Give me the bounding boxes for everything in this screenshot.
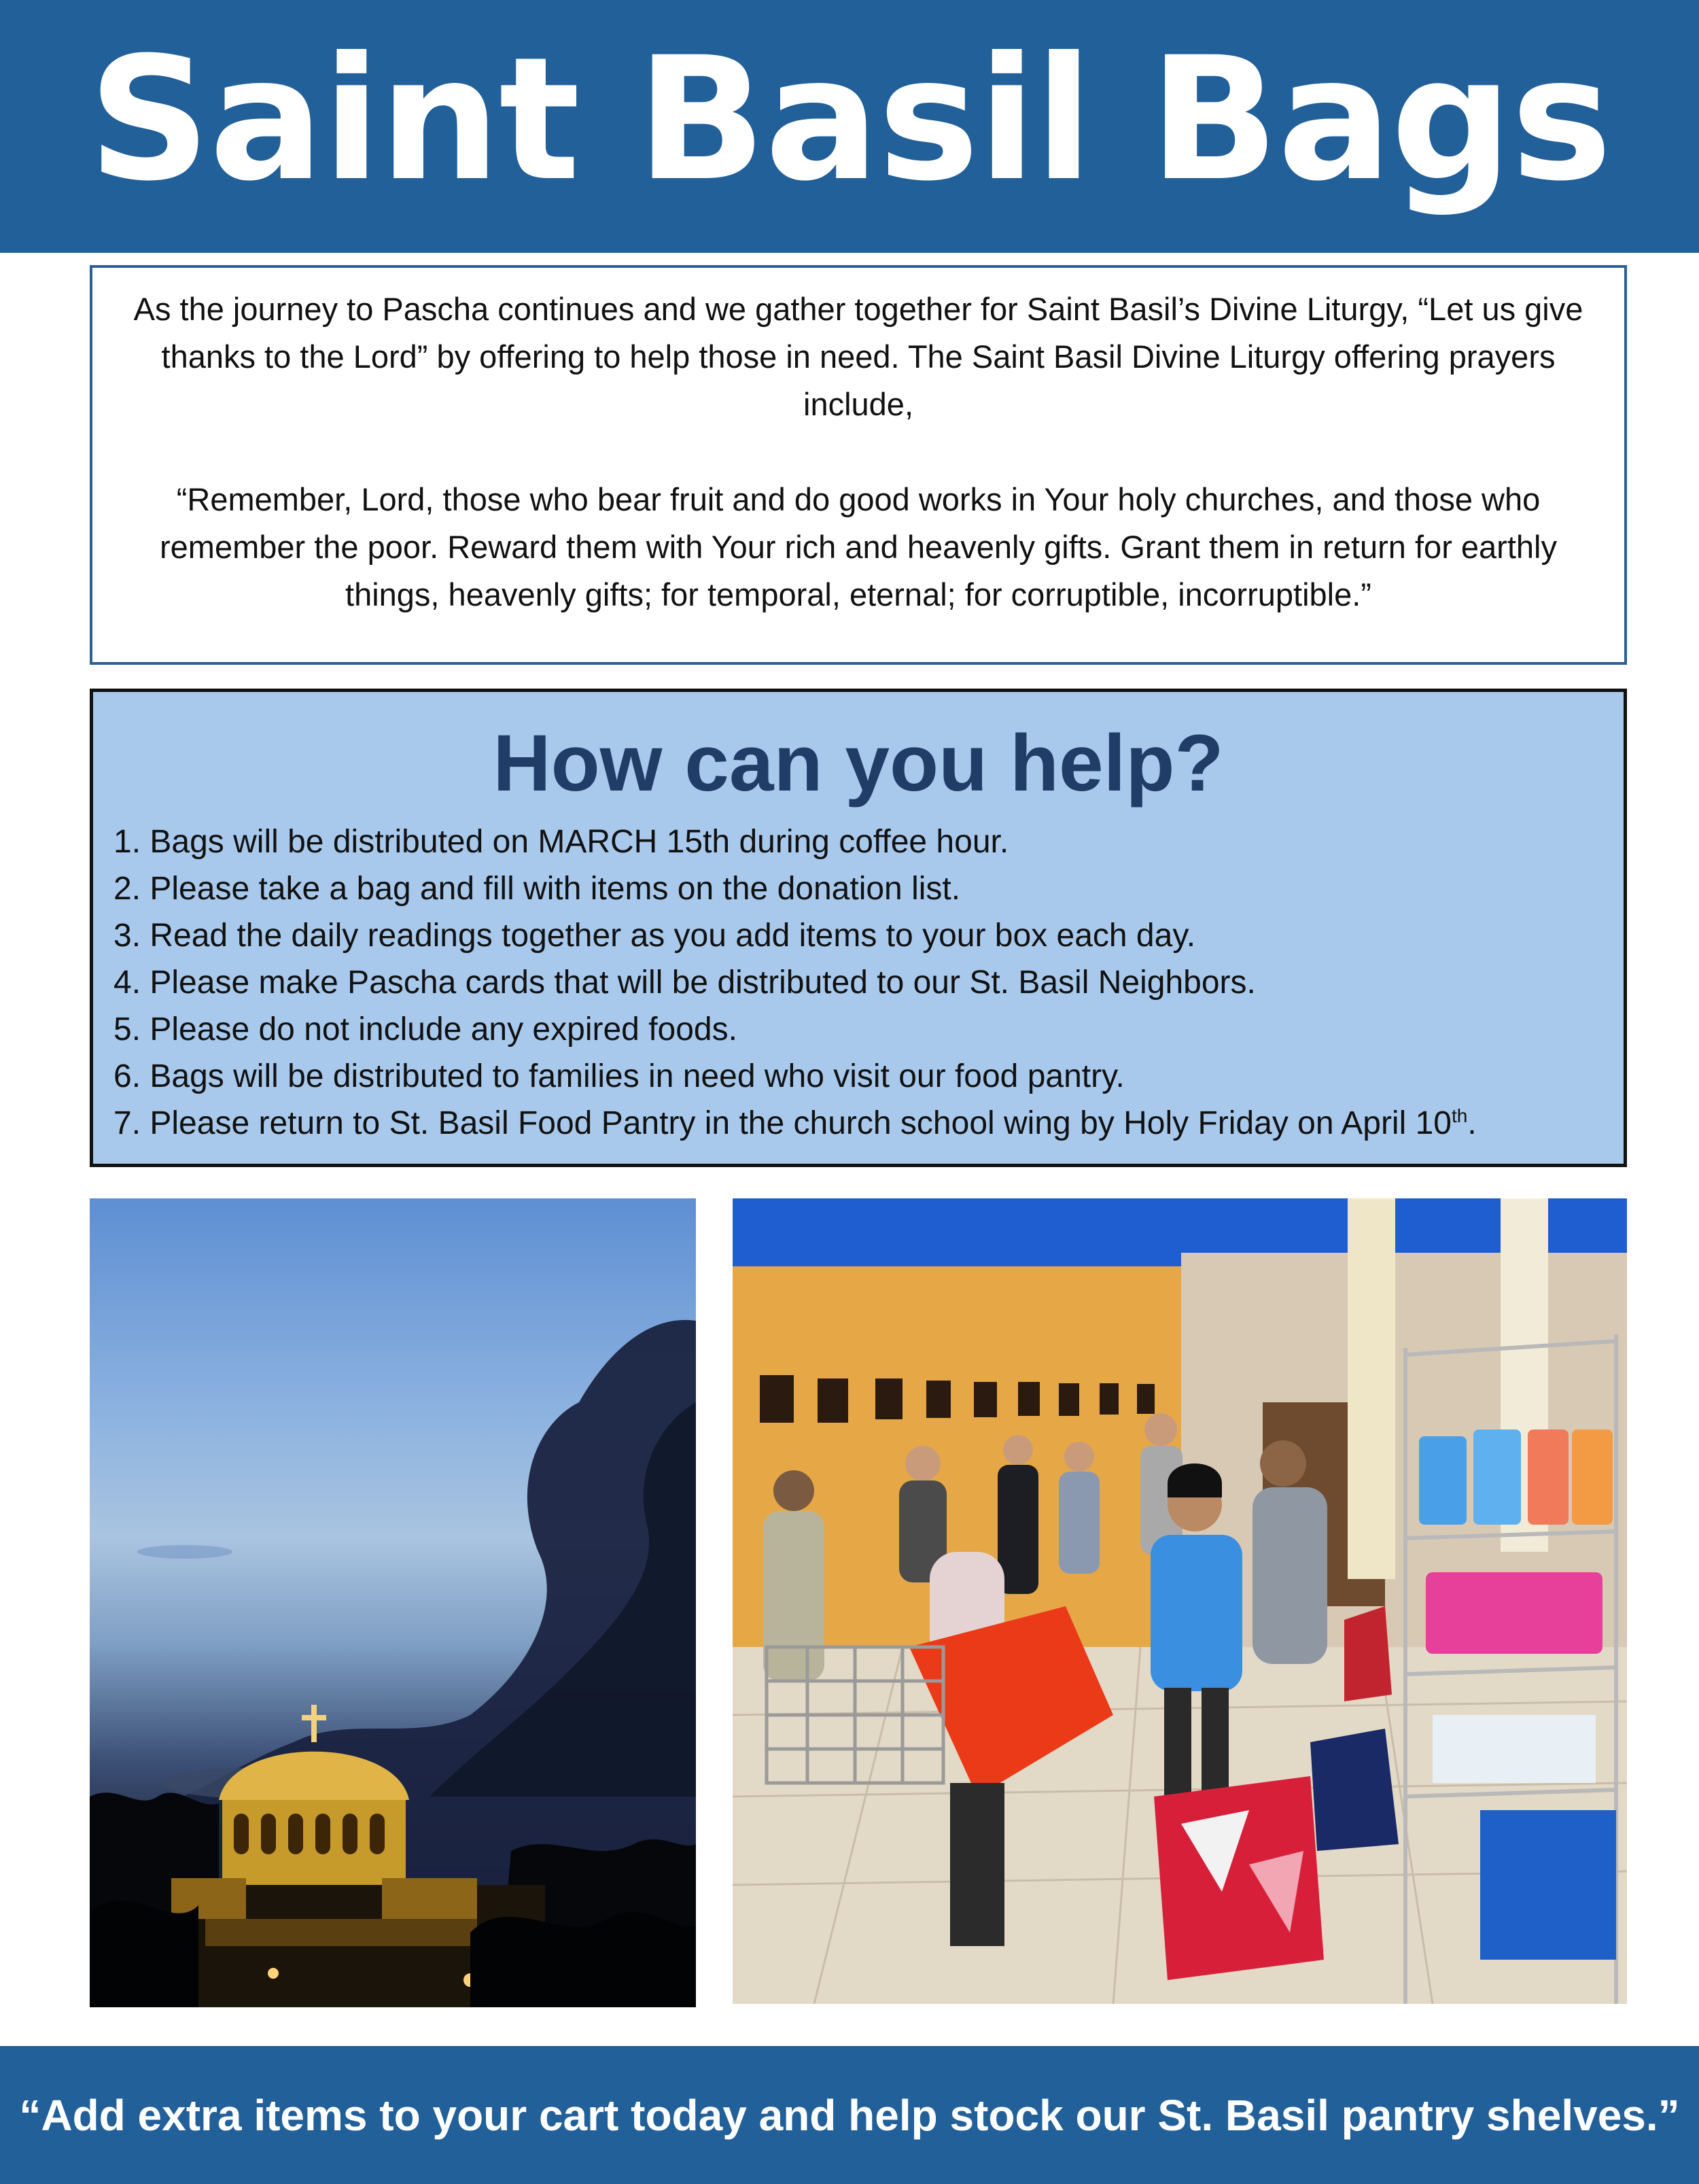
intro-box [90, 265, 1627, 665]
help-item-7-superscript: th [1451, 1105, 1468, 1126]
help-list [113, 818, 1603, 1147]
footer-quote: “Add extra items to your cart today and help stock our St. Basil pantry shelves.” [19, 2090, 1680, 2140]
help-item-1: 1. Bags will be distributed on MARCH 15th during coffee hour. [113, 824, 1009, 860]
help-item-7-text: 7. Please return to St. Basil Food Pantry in the church school wing by Holy Friday on April 10 [113, 1105, 1452, 1141]
page-title: Saint Basil Bags [88, 20, 1611, 218]
help-item-3: 3. Read the daily readings together as you add items to your box each day. [113, 918, 1196, 954]
pantry-photo-art [733, 1198, 1627, 2004]
help-box [90, 689, 1627, 1167]
help-item-4: 4. Please make Pascha cards that will be distributed to our St. Basil Neighbors. [113, 965, 1256, 1001]
prayer-quote: “Remember, Lord, those who bear fruit and do good works in Your holy churches, and those who remember the poor. Reward them with Your rich and heavenly gifts. Grant them in return for earthly things, heavenly gifts; for temporal, eternal; for corruptible, incorruptible.” [160, 481, 1557, 612]
footer-banner [0, 2046, 1699, 2184]
cathedral-photo-art [90, 1198, 696, 2007]
cathedral-photo [90, 1198, 696, 2007]
help-item-6: 6. Bags will be distributed to families in need who visit our food pantry. [113, 1058, 1125, 1094]
help-item-5: 5. Please do not include any expired foods. [113, 1011, 737, 1047]
help-item-7 [113, 1100, 1603, 1147]
intro-paragraph: As the journey to Pascha continues and we gather together for Saint Basil’s Divine Liturgy, “Let us give thanks to the Lord” by offering to help those in need. The Saint Basil Divine Liturgy offering prayers include, [133, 291, 1583, 422]
title-banner [0, 0, 1699, 253]
help-title: How can you help? [493, 718, 1224, 808]
help-item-7-end: . [1467, 1105, 1477, 1141]
help-item-2: 2. Please take a bag and fill with items on the donation list. [113, 871, 961, 907]
pantry-photo [733, 1198, 1627, 2004]
